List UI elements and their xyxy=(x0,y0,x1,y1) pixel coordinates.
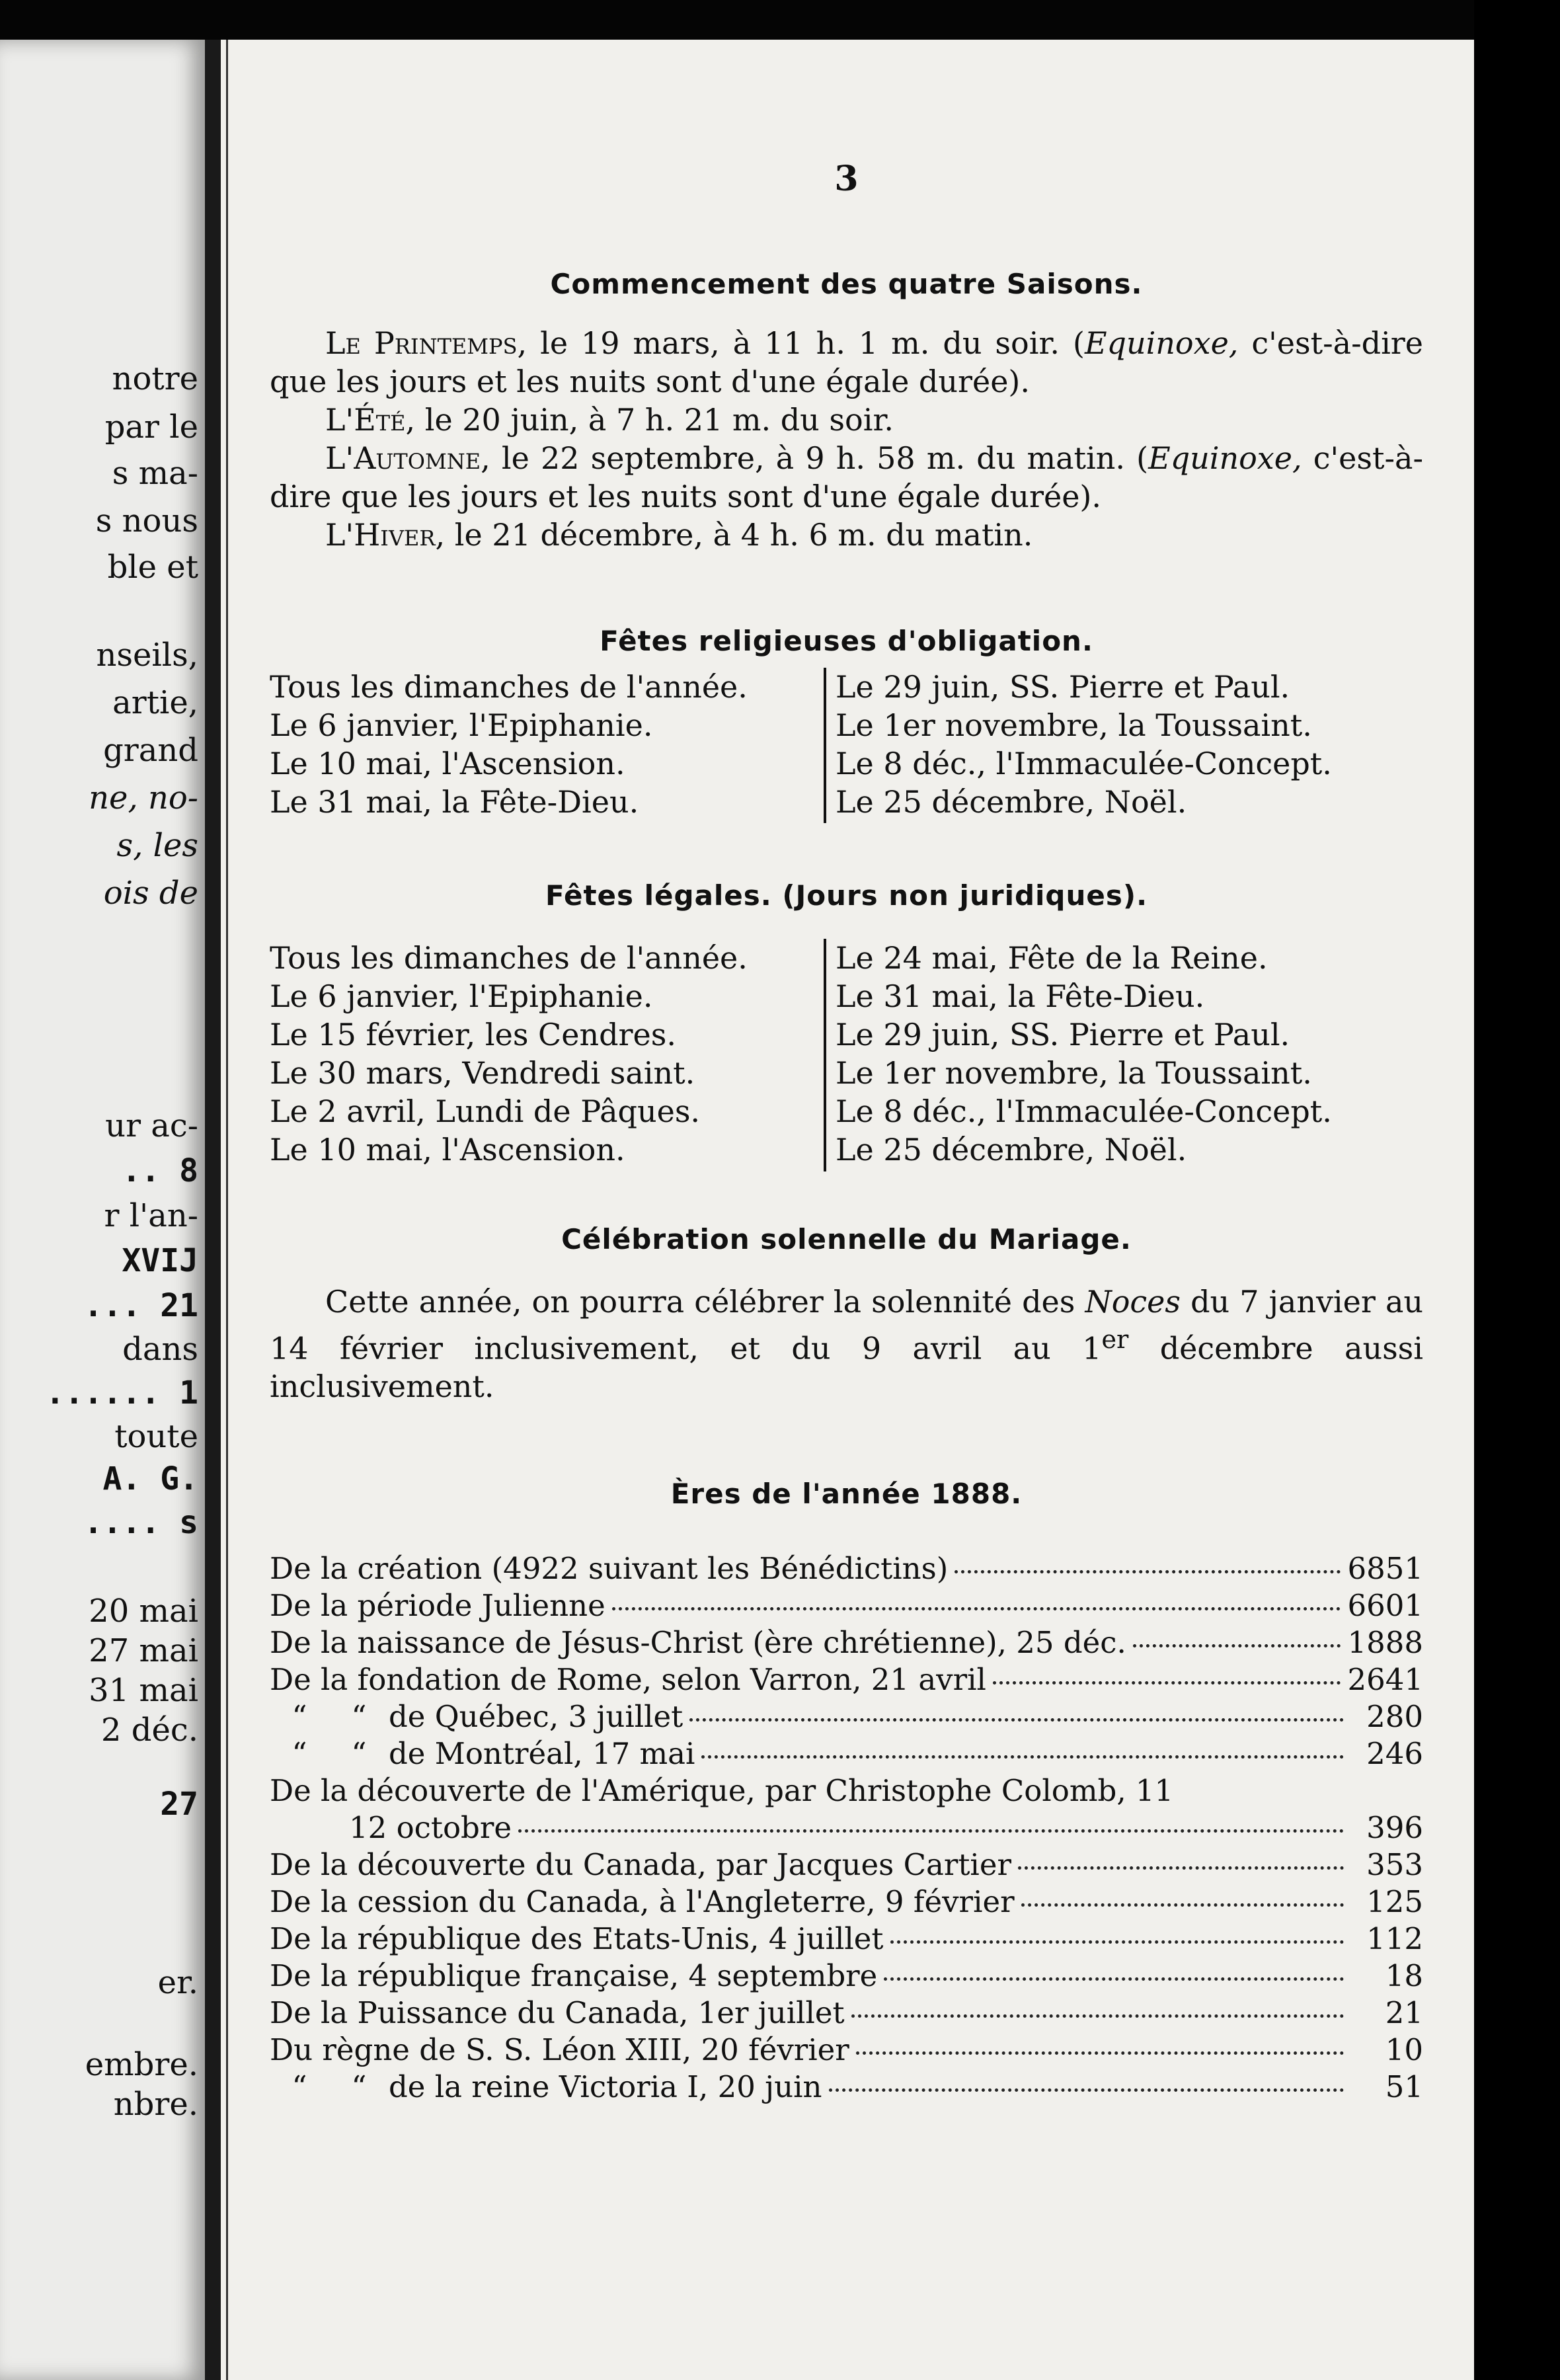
ditto-mark: “ xyxy=(292,1736,307,1771)
marriage-text-3: décembre aussi inclusivement. xyxy=(270,1330,1423,1405)
autumn-text: le 22 septembre, à 9 h. 58 m. du matin. ( xyxy=(490,440,1149,476)
ditto-mark: “ xyxy=(292,1699,307,1734)
leader-dots xyxy=(829,2088,1345,2092)
left-fragment: 2 déc. xyxy=(100,1712,198,1749)
left-fragment: .... s xyxy=(83,1504,198,1541)
summer-text: le 20 juin, à 7 h. 21 m. du soir. xyxy=(415,402,894,438)
era-value: 1888 xyxy=(1347,1625,1423,1660)
book-gutter xyxy=(205,40,221,2380)
era-value: 6851 xyxy=(1347,1551,1423,1586)
era-row xyxy=(270,1698,1423,1735)
left-fragment: nseils, xyxy=(96,637,198,674)
holiday-item: Le 31 mai, la Fête-Dieu. xyxy=(270,784,639,820)
left-fragment: XVIJ xyxy=(122,1242,198,1279)
left-fragment: ur ac- xyxy=(105,1107,198,1144)
holiday-item: Le 1er novembre, la Toussaint. xyxy=(836,707,1312,743)
holiday-item: Le 1er novembre, la Toussaint. xyxy=(836,1055,1312,1091)
era-row xyxy=(270,1735,1423,1772)
left-fragment: embre. xyxy=(85,2046,198,2083)
legal-holidays-title: Fêtes légales. (Jours non juridiques). xyxy=(545,879,1148,912)
era-row xyxy=(270,1884,1423,1921)
era-value: 112 xyxy=(1366,1921,1423,1956)
winter-label: L'Hiver, xyxy=(325,517,446,553)
leader-dots xyxy=(1133,1644,1341,1647)
era-label-ditto xyxy=(270,1735,695,1772)
spring-label: Le Printemps, xyxy=(325,325,527,361)
eras-table xyxy=(270,1550,1423,2106)
left-fragment: ne, no- xyxy=(89,779,198,816)
autumn-text-2: c'est-à-dire que les jours et les nuits sont d'une égale durée). xyxy=(270,440,1423,514)
legal-holidays-table xyxy=(270,939,1423,1173)
era-value: 21 xyxy=(1385,1995,1423,2030)
spring-italic: Equinoxe, xyxy=(1084,325,1239,361)
left-page xyxy=(0,40,205,2380)
autumn-label: L'Automne, xyxy=(325,440,490,476)
era-label-ditto xyxy=(270,1698,683,1735)
era-value: 125 xyxy=(1366,1884,1423,1919)
marriage-text-2: du 7 janvier au 14 février inclusivement, et du 9 avril au 1 xyxy=(270,1284,1423,1367)
left-fragment: r l'an- xyxy=(104,1197,198,1234)
marriage-superscript: er xyxy=(1101,1325,1129,1355)
autumn-paragraph xyxy=(270,439,1423,516)
marriage-section xyxy=(270,1283,1423,1406)
page-number: 3 xyxy=(834,159,859,199)
holiday-item: Le 25 décembre, Noël. xyxy=(836,1132,1187,1168)
holiday-item: Le 6 janvier, l'Epiphanie. xyxy=(270,707,653,743)
era-row xyxy=(270,2069,1423,2106)
left-fragment: s, les xyxy=(116,827,198,864)
left-fragment: 31 mai xyxy=(89,1672,198,1709)
religious-holidays-left xyxy=(270,668,812,821)
marriage-paragraph xyxy=(270,1283,1423,1406)
era-label-ditto xyxy=(270,2069,822,2106)
leader-dots xyxy=(856,2051,1344,2055)
marriage-italic: Noces xyxy=(1085,1284,1181,1320)
leader-dots xyxy=(689,1718,1344,1722)
era-row xyxy=(270,1921,1423,1958)
era-value: 2641 xyxy=(1347,1662,1423,1697)
left-fragment: nbre. xyxy=(113,2086,198,2123)
spring-text: le 19 mars, à 11 h. 1 m. du soir. ( xyxy=(527,325,1085,361)
era-value: 246 xyxy=(1366,1736,1423,1771)
holiday-item: Le 25 décembre, Noël. xyxy=(836,784,1187,820)
holiday-item: Le 15 février, les Cendres. xyxy=(270,1017,676,1052)
holiday-item: Le 8 déc., l'Immaculée-Concept. xyxy=(836,1093,1332,1129)
holiday-item: Tous les dimanches de l'année. xyxy=(270,669,748,705)
era-row xyxy=(270,1587,1423,1624)
left-fragment: dans xyxy=(122,1331,198,1368)
left-fragment: er. xyxy=(157,1964,198,2001)
leader-dots xyxy=(1021,1903,1344,1907)
religious-holidays-table xyxy=(270,668,1423,826)
era-label: De la fondation de Rome, selon Varron, 21 avril xyxy=(270,1662,986,1697)
spring-paragraph xyxy=(270,324,1423,401)
leader-dots xyxy=(955,1570,1341,1573)
left-fragment: toute xyxy=(114,1418,198,1455)
era-row xyxy=(270,1661,1423,1698)
era-label: De la création (4922 suivant les Bénédictins) xyxy=(270,1551,949,1586)
holiday-item: Le 6 janvier, l'Epiphanie. xyxy=(270,978,653,1014)
era-label: De la Puissance du Canada, 1er juillet xyxy=(270,1995,845,2030)
holiday-item: Le 24 mai, Fête de la Reine. xyxy=(836,940,1268,976)
seasons-section xyxy=(270,324,1423,554)
leader-dots xyxy=(701,1755,1344,1759)
left-fragment: 27 mai xyxy=(89,1632,198,1669)
scan-right-border xyxy=(1474,0,1560,2380)
era-value: 51 xyxy=(1385,2069,1423,2104)
era-row xyxy=(270,1772,1423,1809)
era-value: 6601 xyxy=(1347,1588,1423,1623)
spring-text-2: c'est-à-dire que les jours et les nuits sont d'une égale durée). xyxy=(270,325,1424,399)
era-value: 280 xyxy=(1366,1699,1423,1734)
holiday-item: Le 8 déc., l'Immaculée-Concept. xyxy=(836,746,1332,781)
era-label: De la république des Etats-Unis, 4 juillet xyxy=(270,1921,884,1956)
page-edge-line xyxy=(226,40,228,2380)
left-fragment: grand xyxy=(103,732,198,769)
leader-dots xyxy=(993,1681,1341,1685)
seasons-title: Commencement des quatre Saisons. xyxy=(550,268,1143,300)
religious-holidays-title: Fêtes religieuses d'obligation. xyxy=(600,625,1093,657)
era-label: De la période Julienne xyxy=(270,1588,605,1623)
marriage-text-1: Cette année, on pourra célébrer la solennité des xyxy=(325,1284,1085,1320)
era-value: 18 xyxy=(1385,1958,1423,1993)
winter-paragraph xyxy=(270,516,1423,554)
scan-top-border xyxy=(0,0,1560,40)
era-row xyxy=(270,1958,1423,1995)
legal-holidays-left xyxy=(270,939,812,1169)
left-fragment: artie, xyxy=(112,684,198,721)
era-label: de Québec, 3 juillet xyxy=(389,1699,683,1734)
holiday-item: Le 30 mars, Vendredi saint. xyxy=(270,1055,695,1091)
holiday-item: Le 2 avril, Lundi de Pâques. xyxy=(270,1093,701,1129)
left-fragment: A. G. xyxy=(102,1460,198,1497)
left-fragment: s nous xyxy=(95,502,198,539)
ditto-mark: “ xyxy=(351,2069,367,2104)
summer-paragraph xyxy=(270,401,1423,439)
holiday-item: Le 10 mai, l'Ascension. xyxy=(270,1132,625,1168)
left-fragment: ble et xyxy=(107,549,198,586)
holiday-item: Tous les dimanches de l'année. xyxy=(270,940,748,976)
winter-text: le 21 décembre, à 4 h. 6 m. du matin. xyxy=(445,517,1033,553)
era-row xyxy=(270,2032,1423,2069)
holiday-item: Le 10 mai, l'Ascension. xyxy=(270,746,625,781)
era-label: 12 octobre xyxy=(349,1810,512,1845)
leader-dots xyxy=(612,1607,1341,1610)
era-row xyxy=(270,1846,1423,1884)
marriage-title: Célébration solennelle du Mariage. xyxy=(561,1223,1132,1255)
leader-dots xyxy=(1018,1866,1344,1870)
legal-holidays-right xyxy=(824,939,1419,1171)
era-label: De la découverte de l'Amérique, par Christophe Colomb, 11 xyxy=(270,1773,1174,1808)
era-label: de Montréal, 17 mai xyxy=(389,1736,695,1771)
left-fragment: .. 8 xyxy=(122,1152,198,1189)
left-fragment: s ma- xyxy=(112,455,198,492)
era-value: 396 xyxy=(1366,1810,1423,1845)
leader-dots xyxy=(890,1940,1344,1944)
era-label: De la république française, 4 septembre xyxy=(270,1958,878,1993)
autumn-italic: Equinoxe, xyxy=(1148,440,1302,476)
era-value: 10 xyxy=(1385,2032,1423,2067)
eras-title: Ères de l'année 1888. xyxy=(670,1478,1023,1510)
left-fragment: ...... 1 xyxy=(45,1374,198,1411)
summer-label: L'Été, xyxy=(325,402,416,438)
holiday-item: Le 31 mai, la Fête-Dieu. xyxy=(836,978,1205,1014)
leader-dots xyxy=(518,1829,1344,1833)
left-fragment: ... 21 xyxy=(83,1287,198,1324)
era-row xyxy=(270,1624,1423,1661)
era-label: De la découverte du Canada, par Jacques Cartier xyxy=(270,1847,1011,1882)
right-page xyxy=(221,40,1474,2380)
era-row xyxy=(270,1995,1423,2032)
ditto-mark: “ xyxy=(292,2069,307,2104)
era-label: de la reine Victoria I, 20 juin xyxy=(389,2069,822,2104)
era-label: Du règne de S. S. Léon XIII, 20 février xyxy=(270,2032,849,2067)
leader-dots xyxy=(884,1977,1344,1981)
ditto-mark: “ xyxy=(351,1736,367,1771)
era-row-continuation xyxy=(270,1809,1423,1846)
left-fragment: par le xyxy=(104,409,198,446)
left-fragment: ois de xyxy=(103,875,198,912)
leader-dots xyxy=(851,2014,1344,2018)
era-label: De la cession du Canada, à l'Angleterre, 9 février xyxy=(270,1884,1015,1919)
holiday-item: Le 29 juin, SS. Pierre et Paul. xyxy=(836,1017,1290,1052)
era-row xyxy=(270,1550,1423,1587)
left-fragment: 27 xyxy=(160,1786,198,1823)
era-value: 353 xyxy=(1366,1847,1423,1882)
religious-holidays-right xyxy=(824,668,1419,823)
ditto-mark: “ xyxy=(351,1699,367,1734)
holiday-item: Le 29 juin, SS. Pierre et Paul. xyxy=(836,669,1290,705)
left-fragment: 20 mai xyxy=(89,1593,198,1630)
left-fragment: notre xyxy=(112,360,198,397)
era-label: De la naissance de Jésus-Christ (ère chrétienne), 25 déc. xyxy=(270,1625,1126,1660)
